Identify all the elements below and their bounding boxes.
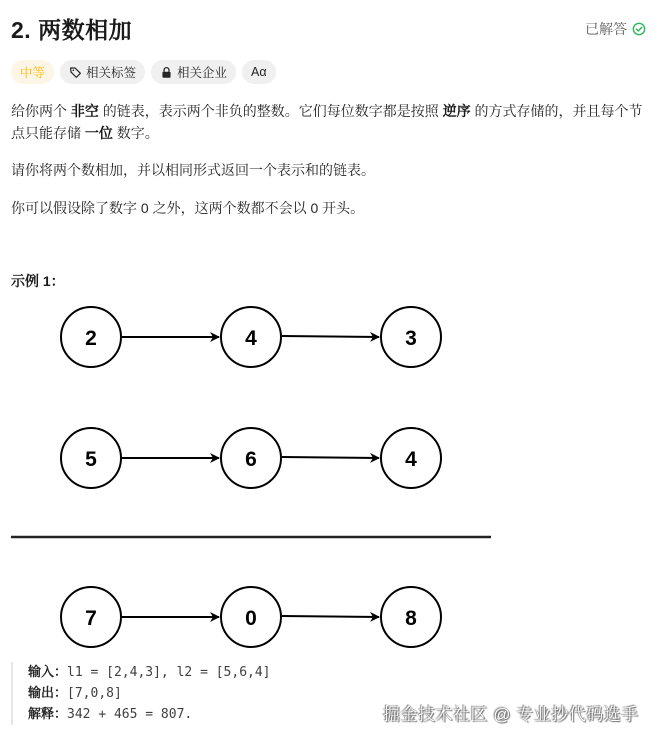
problem-title: 2. 两数相加 bbox=[11, 17, 133, 43]
node-value: 2 bbox=[85, 327, 97, 350]
tag-icon bbox=[69, 66, 82, 79]
explanation-value: 342 + 465 = 807. bbox=[67, 707, 193, 722]
explanation-line bbox=[28, 704, 271, 725]
translate-icon: Aα bbox=[251, 65, 267, 79]
text: 给你两个 bbox=[11, 103, 71, 119]
description-paragraph-2: 请你将两个数相加，并以相同形式返回一个表示和的链表。 bbox=[11, 162, 375, 178]
text: 数字。 bbox=[112, 124, 159, 141]
lock-icon bbox=[160, 66, 173, 79]
input-value: l1 = [2,4,3], l2 = [5,6,4] bbox=[67, 665, 271, 680]
output-value: [7,0,8] bbox=[67, 686, 122, 701]
example-title: 示例 1： bbox=[11, 273, 65, 289]
node-value: 4 bbox=[405, 448, 417, 471]
problem-description bbox=[11, 101, 647, 235]
text: 的方式存储的，并且每个节点只能存储 bbox=[11, 103, 643, 141]
emphasis-non-empty: 非空 bbox=[70, 103, 99, 119]
explanation-label: 解释： bbox=[28, 706, 68, 721]
input-line bbox=[28, 662, 271, 683]
result-row bbox=[61, 587, 441, 647]
related-tags-button[interactable] bbox=[60, 60, 145, 84]
difficulty-label: 中等 bbox=[20, 66, 46, 80]
related-companies-label: 相关企业 bbox=[177, 66, 228, 80]
text: 的链表，表示两个非负的整数。它们每位数字都是按照 bbox=[98, 103, 443, 119]
node-value: 5 bbox=[85, 448, 97, 471]
watermark: 掘金技术社区 @ 专业抄代码选手 bbox=[383, 705, 639, 724]
output-line bbox=[28, 683, 271, 704]
related-tags-label: 相关标签 bbox=[86, 66, 137, 80]
difficulty-badge[interactable] bbox=[11, 60, 54, 84]
translate-button[interactable] bbox=[242, 60, 276, 84]
list2-row bbox=[61, 428, 441, 488]
linked-list-diagram bbox=[0, 295, 520, 655]
tag-bar bbox=[11, 60, 276, 84]
node-value: 7 bbox=[85, 607, 97, 630]
solved-label: 已解答 bbox=[585, 21, 627, 37]
solved-status bbox=[585, 19, 646, 39]
emphasis-reverse-order: 逆序 bbox=[442, 103, 471, 119]
description-paragraph-1 bbox=[11, 101, 647, 144]
node-value: 3 bbox=[405, 327, 417, 350]
input-label: 输入： bbox=[28, 664, 68, 679]
output-label: 输出： bbox=[28, 685, 68, 700]
node-value: 8 bbox=[405, 607, 417, 630]
emphasis-single-digit: 一位 bbox=[84, 124, 113, 141]
description-paragraph-3: 你可以假设除了数字 0 之外，这两个数都不会以 0 开头。 bbox=[11, 199, 365, 216]
node-value: 0 bbox=[245, 607, 257, 630]
example-io-block bbox=[11, 662, 271, 725]
list1-row bbox=[61, 307, 441, 367]
check-circle-icon bbox=[632, 22, 646, 36]
node-value: 6 bbox=[245, 448, 257, 471]
node-value: 4 bbox=[245, 327, 257, 350]
related-companies-button[interactable] bbox=[151, 60, 236, 84]
